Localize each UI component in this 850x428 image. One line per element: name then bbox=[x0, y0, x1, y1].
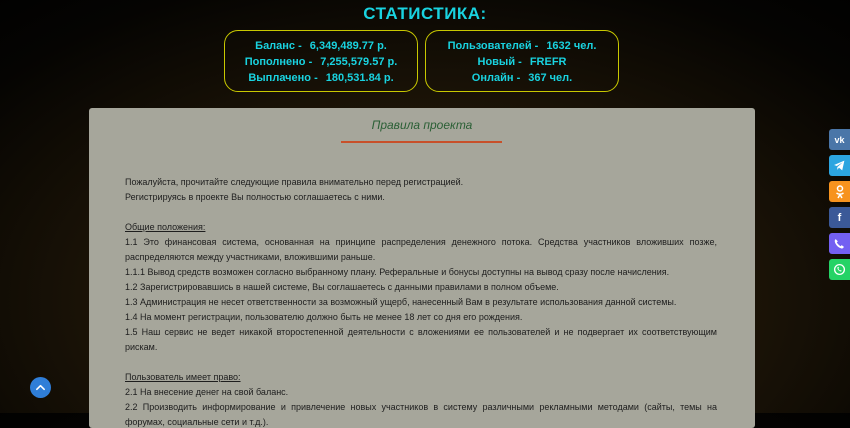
new-user-label: Новый - bbox=[477, 56, 522, 68]
user-stats-box bbox=[425, 30, 619, 92]
viber-icon bbox=[833, 237, 846, 250]
title-underline bbox=[341, 141, 502, 143]
general-heading: Общие положения: bbox=[125, 222, 206, 232]
balance-value: 6,349,489.77 р. bbox=[309, 40, 387, 52]
scroll-to-top-button[interactable] bbox=[30, 377, 51, 398]
new-user-value: FREFR bbox=[529, 56, 567, 68]
rules-text bbox=[125, 175, 717, 428]
odnoklassniki-icon bbox=[834, 185, 846, 199]
facebook-share-button[interactable] bbox=[829, 207, 850, 228]
viber-share-button[interactable] bbox=[829, 233, 850, 254]
rule-item: 2.1 На внесение денег на свой баланс. bbox=[125, 387, 289, 397]
users-row bbox=[426, 38, 618, 54]
whatsapp-share-button[interactable] bbox=[829, 259, 850, 280]
whatsapp-icon bbox=[833, 263, 846, 276]
deposited-row bbox=[225, 54, 417, 70]
rule-item: 1.4 На момент регистрации, пользователю должно быть не менее 18 лет со дня его рождения. bbox=[125, 312, 523, 322]
paid-out-label: Выплачено - bbox=[248, 72, 318, 84]
rule-item: 1.2 Зарегистрировавшись в нашей системе, Вы соглашаетесь с данными правилами в полном объеме. bbox=[125, 282, 559, 292]
users-label: Пользователей - bbox=[447, 40, 539, 52]
paid-out-value: 180,531.84 р. bbox=[325, 72, 394, 84]
telegram-icon bbox=[833, 159, 846, 172]
rule-item: 1.1 Это финансовая система, основанная на принципе распределения денежного потока. Средства участников вложивших позже, распределяются между участниками, вложившими раньше. bbox=[125, 237, 717, 262]
rules-intro-1: Пожалуйста, прочитайте следующие правила внимательно перед регистрацией. bbox=[125, 177, 464, 187]
balance-label: Баланс - bbox=[255, 40, 302, 52]
finance-stats-box bbox=[224, 30, 418, 92]
telegram-share-button[interactable] bbox=[829, 155, 850, 176]
share-bar bbox=[829, 129, 850, 285]
vk-share-button[interactable] bbox=[829, 129, 850, 150]
vk-icon: vk bbox=[834, 134, 845, 145]
chevron-up-icon bbox=[35, 382, 46, 393]
deposited-value: 7,255,579.57 р. bbox=[320, 56, 398, 68]
paid-out-row bbox=[225, 70, 417, 86]
rule-item: 1.5 Наш сервис не ведет никакой второстепенной деятельности с вложениями ее пользователей и не подвергает их соответствующим рискам. bbox=[125, 327, 717, 352]
rule-item: 1.1.1 Вывод средств возможен согласно выбранному плану. Реферальные и бонусы доступны на вывод сразу после начисления. bbox=[125, 267, 670, 277]
rule-item: 1.3 Администрация не несет ответственности за возможный ущерб, нанесенный Вам в результате использования данной системы. bbox=[125, 297, 677, 307]
user-rights-heading: Пользователь имеет право: bbox=[125, 372, 241, 382]
rules-intro-2: Регистрируясь в проекте Вы полностью соглашаетесь с ними. bbox=[125, 192, 385, 202]
stats-title: СТАТИСТИКА: bbox=[363, 4, 487, 23]
odnoklassniki-share-button[interactable] bbox=[829, 181, 850, 202]
rules-panel bbox=[89, 108, 755, 428]
new-user-row bbox=[426, 54, 618, 70]
deposited-label: Пополнено - bbox=[244, 56, 313, 68]
users-value: 1632 чел. bbox=[546, 40, 597, 52]
facebook-icon: f bbox=[837, 211, 842, 224]
online-row bbox=[426, 70, 618, 86]
rule-item: 2.2 Производить информирование и привлечение новых участников в систему различными рекламными методами (сайты, темы на форумах, социальные сети и т.д.). bbox=[125, 402, 717, 427]
balance-row bbox=[225, 38, 417, 54]
rules-title: Правила проекта bbox=[371, 118, 473, 132]
online-value: 367 чел. bbox=[528, 72, 573, 84]
online-label: Онлайн - bbox=[471, 72, 521, 84]
